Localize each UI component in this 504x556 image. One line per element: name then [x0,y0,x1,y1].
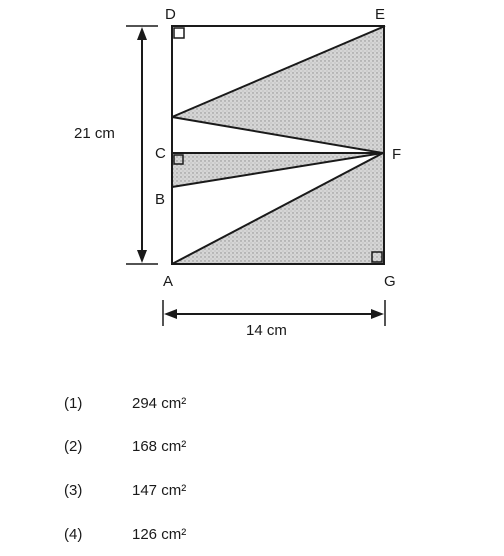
option-2[interactable] [64,434,284,458]
option-value: 147 cm² [132,481,187,499]
height-dimension [126,26,158,264]
point-label-a: A [163,273,174,290]
height-label: 21 cm [74,125,115,142]
option-number: (2) [64,437,83,455]
option-number: (4) [64,525,83,543]
option-value: 168 cm² [132,437,187,455]
shaded-triangle-upper [172,26,385,153]
point-label-f: F [392,146,402,163]
option-value: 126 cm² [132,525,187,543]
option-4[interactable] [64,522,284,546]
point-label-b: B [155,191,166,208]
right-angle-mark-d [174,28,184,38]
option-number: (3) [64,481,83,499]
option-1[interactable] [64,391,284,415]
option-3[interactable] [64,478,284,502]
point-label-d: D [165,6,176,23]
option-number: (1) [64,394,83,412]
point-label-c: C [155,145,166,162]
option-value: 294 cm² [132,394,187,412]
point-label-e: E [375,6,386,23]
point-label-g: G [384,273,396,290]
width-label: 14 cm [246,322,287,339]
